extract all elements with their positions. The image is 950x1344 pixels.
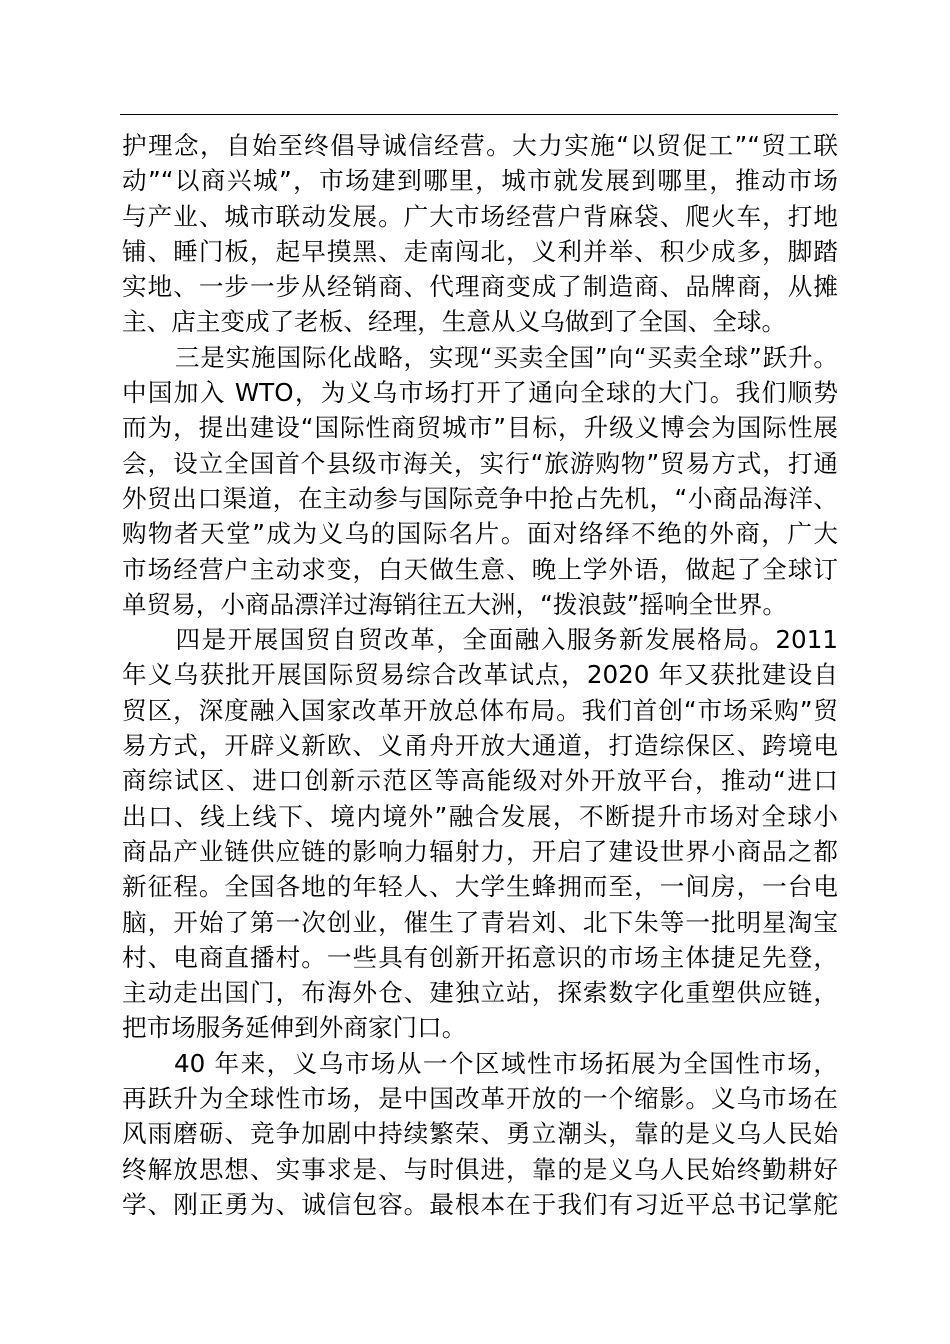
text-line: 市场经营户主动求变，白天做生意、晚上学外语，做起了全球订 bbox=[122, 554, 838, 584]
text-line: 外贸出口渠道，在主动参与国际竞争中抢占先机，“小商品海洋、 bbox=[122, 483, 838, 513]
header-rule bbox=[120, 114, 838, 115]
text-line: 主、店主变成了老板、经理，生意从义乌做到了全国、全球。 bbox=[122, 307, 787, 337]
text-line: 铺、睡门板，起早摸黑、走南闯北，义利并举、积少成多，脚踏 bbox=[122, 236, 838, 266]
text-line: 村、电商直播村。一些具有创新开拓意识的市场主体捷足先登， bbox=[122, 942, 838, 972]
paragraph bbox=[122, 1046, 838, 1222]
text-line-content: 四是开展国贸自贸改革，全面融入服务新发展格局。2011 bbox=[174, 625, 838, 655]
text-line: 购物者天堂”成为义乌的国际名片。面对络绎不绝的外商，广大 bbox=[122, 519, 838, 549]
text-line: 贸区，深度融入国家改革开放总体布局。我们首创“市场采购”贸 bbox=[122, 695, 838, 725]
text-line: 动”“以商兴城”，市场建到哪里，城市就发展到哪里，推动市场 bbox=[122, 166, 838, 196]
text-line: 实地、一步一步从经销商、代理商变成了制造商、品牌商，从摊 bbox=[122, 272, 838, 302]
text-line: 学、刚正勇为、诚信包容。最根本在于我们有习近平总书记掌舵 bbox=[122, 1189, 838, 1219]
text-line: 主动走出国门，布海外仓、建独立站，探索数字化重塑供应链， bbox=[122, 978, 838, 1008]
text-line-first bbox=[122, 1046, 838, 1081]
body-text bbox=[122, 128, 838, 1222]
text-line: 会，设立全国首个县级市海关，实行“旅游购物”贸易方式，打通 bbox=[122, 448, 838, 478]
paragraph bbox=[122, 340, 838, 622]
text-line: 新征程。全国各地的年轻人、大学生蜂拥而至，一间房，一台电 bbox=[122, 872, 838, 902]
text-line: 而为，提出建设“国际性商贸城市”目标，升级义博会为国际性展 bbox=[122, 413, 838, 443]
text-line: 把市场服务延伸到外商家门口。 bbox=[122, 1013, 467, 1043]
text-line: 终解放思想、实事求是、与时俱进，靠的是义乌人民始终勤耕好 bbox=[122, 1154, 838, 1184]
text-line-first bbox=[122, 340, 838, 375]
text-line: 与产业、城市联动发展。广大市场经营户背麻袋、爬火车，打地 bbox=[122, 201, 838, 231]
text-line: 护理念，自始至终倡导诚信经营。大力实施“以贸促工”“贸工联 bbox=[122, 131, 838, 160]
text-line: 商品产业链供应链的影响力辐射力，开启了建设世界小商品之都 bbox=[122, 836, 838, 866]
paragraph bbox=[122, 622, 838, 1046]
text-line: 中国加入 WTO，为义乌市场打开了通向全球的大门。我们顺势 bbox=[122, 378, 838, 408]
text-line-content: 40 年来，义乌市场从一个区域性市场拓展为全国性市场， bbox=[174, 1048, 838, 1078]
text-line: 脑，开始了第一次创业，催生了青岩刘、北下朱等一批明星淘宝 bbox=[122, 907, 838, 937]
text-line: 出口、线上线下、境内境外”融合发展，不断提升市场对全球小 bbox=[122, 801, 838, 831]
text-line: 年义乌获批开展国际贸易综合改革试点，2020 年又获批建设自 bbox=[122, 660, 838, 690]
text-line: 易方式，开辟义新欧、义甬舟开放大通道，打造综保区、跨境电 bbox=[122, 731, 838, 761]
paragraph bbox=[122, 128, 838, 340]
text-line: 风雨磨砺、竞争加剧中持续繁荣、勇立潮头，靠的是义乌人民始 bbox=[122, 1119, 838, 1149]
text-line: 再跃升为全球性市场，是中国改革开放的一个缩影。义乌市场在 bbox=[122, 1084, 838, 1114]
text-line: 商综试区、进口创新示范区等高能级对外开放平台，推动“进口 bbox=[122, 766, 838, 796]
text-line-content: 三是实施国际化战略，实现“买卖全国”向“买卖全球”跃升。 bbox=[174, 342, 838, 372]
text-line: 单贸易，小商品漂洋过海销往五大洲，“拨浪鼓”摇响全世界。 bbox=[122, 589, 787, 619]
text-line-first bbox=[122, 622, 838, 657]
